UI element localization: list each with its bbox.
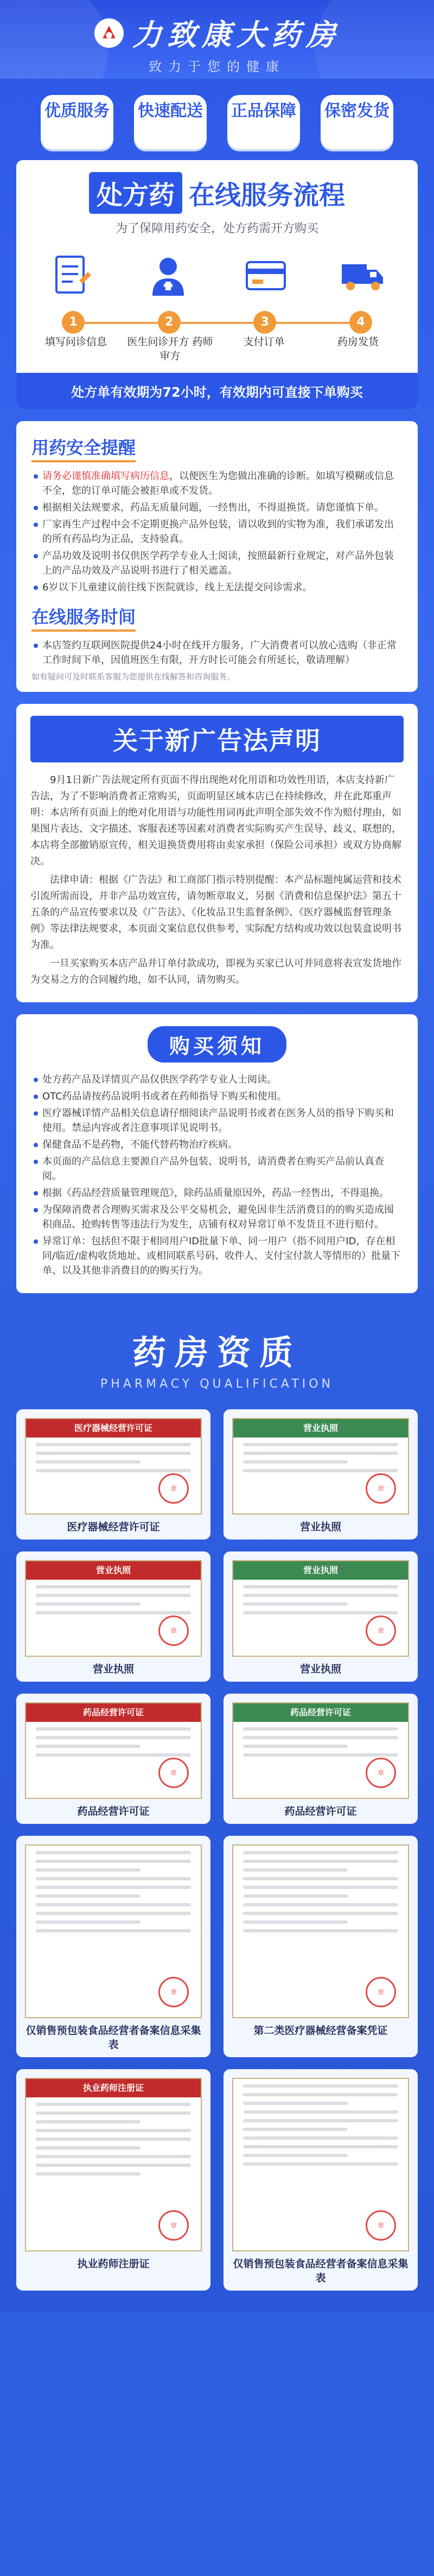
seal-icon: 章 [366, 1473, 396, 1504]
contact-note: 如有疑问可及时联系客服为您提供在线解答和咨询服务。 [31, 672, 235, 682]
purchase-notice-card [16, 1014, 418, 1293]
certificate-image: 医疗器械经营许可证 章 [25, 1418, 202, 1515]
step-progress-line [52, 311, 382, 335]
notice-item: 为保障消费者合理购买需求及公平交易机会，避免因非生活消费目的的购买造成囤积商品、抢购转售等违法行为发生，店铺有权对异常订单不发货且不进行赔付。 [31, 1203, 403, 1232]
brand [0, 12, 434, 75]
medication-safety-card [16, 421, 418, 692]
certificate-card[interactable] [16, 1694, 210, 1824]
certificate-label: 药品经营许可证 [77, 1805, 150, 1817]
step-number: 3 [253, 311, 276, 334]
certificate-card[interactable] [224, 1836, 418, 2057]
prescription-validity-note: 处方单有效期为72小时，有效期内可直接下单购买 [16, 373, 418, 409]
certificate-image [232, 2078, 409, 2251]
safety-list [31, 469, 403, 595]
certificate-label: 执业药师注册证 [77, 2258, 150, 2270]
service-time-title: 在线服务时间 [31, 603, 136, 632]
seal-icon: 章 [158, 2210, 189, 2241]
certificate-image: 营业执照 章 [232, 1560, 409, 1657]
certificate-card[interactable] [16, 1551, 210, 1682]
certificate-card[interactable] [224, 2069, 418, 2291]
slogan: 致力于您的健康 [149, 59, 285, 74]
process-subtitle: 为了保障用药安全，处方药需开方购买 [115, 222, 318, 236]
certificate-card[interactable] [16, 2069, 210, 2291]
pharmacy-logo-icon [93, 17, 125, 49]
notice-item: 处方药产品及详情页产品仅供医学药学专业人士阅读。 [31, 1072, 403, 1087]
safety-item: 厂家再生产过程中会不定期更换产品外包装，请以收到的实物为准，我们承诺发出的所有药品均为正品，支持验真。 [31, 517, 403, 546]
qualification-section [0, 1326, 434, 2312]
seal-icon: 章 [366, 1615, 396, 1646]
certificate-image: 营业执照 章 [25, 1560, 202, 1657]
step-number: 4 [349, 311, 372, 334]
seal-icon: 章 [366, 1758, 396, 1788]
process-title-rest: 在线服务流程 [189, 180, 346, 211]
feature-quality-service: 优质服务 [41, 95, 113, 149]
step-label: 药房发货 [337, 336, 379, 348]
certificate-card[interactable] [224, 1551, 418, 1682]
certificate-label: 第二类医疗器械经营备案凭证 [253, 2025, 388, 2037]
notice-item: 医疗器械详情产品相关信息请仔细阅读产品说明书或者在医务人员的指导下购买和使用。禁忌内容或者注意事项详见说明书。 [31, 1106, 403, 1135]
certificate-image: 药品经营许可证 章 [232, 1702, 409, 1799]
ad-law-paragraph: 法律申请：根据《广告法》和工商部门指示特别提醒：本产品标题纯属运营和技术引流所需而设，并非产品功效宣传，请勿断章取义，另据《消费和信息保护法》第五十五条的产品宣传要求以及《广告法》、《化妆品卫生监督条例》、《医疗器械监督管理条例》等法律法规要求，本页面文案信息仅供参考，实际配方结构或功效以包装盒说明书为准。 [30, 874, 401, 951]
service-time-list [31, 638, 403, 667]
payment-icon [236, 246, 296, 306]
form-icon [41, 246, 101, 306]
safety-title: 用药安全提醒 [31, 434, 136, 462]
seal-icon: 章 [158, 1473, 189, 1504]
feature-genuine-guarantee: 正品保障 [227, 95, 300, 149]
seal-icon: 章 [158, 1758, 189, 1788]
hero-header [0, 0, 434, 79]
process-title [30, 172, 404, 214]
certificate-label: 营业执照 [92, 1663, 134, 1675]
safety-item: 根据相关法规要求，药品无质量问题，一经售出，不得退换货。请您谨慎下单。 [31, 500, 403, 515]
certificate-card[interactable] [224, 1409, 418, 1540]
notice-list [31, 1072, 403, 1278]
certificate-image: 药品经营许可证 章 [25, 1702, 202, 1799]
certificate-card[interactable] [16, 1409, 210, 1540]
service-time-item: 本店签约互联网医院提供24小时在线开方服务，广大消费者可以放心选购（非正常工作时间下单，因值班医生有限，开方时长可能会有所延长，敬请理解） [31, 638, 403, 667]
qualification-subtitle: PHARMACY QUALIFICATION [100, 1377, 334, 1391]
ad-law-paragraph: 9月1日新广告法规定所有页面不得出现绝对化用语和功效性用语，本店支持新广告法，为了不影响消费者正常购买，页面明显区域本店已在持续修改，并在此郑重声明：本店所有页面上的绝对化用语与功能性用词再此声明全部失效不作为赔付理由，如果图片表达、文字描述、客服表述等因素对消费者实际购买产生误导、歧义、联想的，本店将全部撤销原宣传，相关退换货费用将由卖家承担（保险公司承担）或双方协商解决。 [30, 774, 401, 867]
notice-item: OTC药品请按药品说明书或者在药师指导下购买和使用。 [31, 1089, 403, 1104]
certificate-label: 药品经营许可证 [284, 1805, 357, 1817]
step-labels [30, 335, 404, 373]
notice-item: 异常订单：包括但不限于相同用户ID批量下单、同一用户（指不同用户ID，存在相同/临近/虚构收货地址、或相同联系号码、收件人、支付宝付款人等情形的）批量下单、以及其他非消费目的的购买行为。 [31, 1234, 403, 1278]
ad-law-title: 关于新广告法声明 [30, 716, 404, 762]
seal-icon: 章 [158, 1615, 189, 1646]
process-title-highlight: 处方药 [89, 172, 182, 214]
certificate-image: 执业药师注册证 章 [25, 2078, 202, 2251]
feature-list [0, 79, 434, 160]
step-label: 支付订单 [243, 336, 285, 348]
step-number: 2 [158, 311, 181, 334]
safety-item: 6岁以下儿童建议前往线下医院就诊，线上无法提交问诊需求。 [31, 580, 403, 595]
notice-item: 保健食品不是药物，不能代替药物治疗疾病。 [31, 1137, 403, 1152]
feature-fast-delivery: 快速配送 [134, 95, 207, 149]
prescription-process-card [16, 160, 418, 409]
certificate-label: 仅销售预包装食品经营者备案信息采集表 [233, 2258, 409, 2284]
step-icons [30, 246, 404, 306]
certificate-grid [16, 1409, 418, 2291]
certificate-label: 仅销售预包装食品经营者备案信息采集表 [25, 2025, 201, 2051]
qualification-title: 药房资质 [132, 1333, 302, 1372]
step-label: 填写问诊信息 [44, 336, 107, 348]
certificate-label: 营业执照 [299, 1521, 341, 1533]
brand-name: 力致康大药房 [132, 17, 341, 52]
certificate-card[interactable] [224, 1694, 418, 1824]
seal-icon: 章 [158, 1977, 189, 2007]
seal-icon: 章 [366, 2210, 396, 2241]
seal-icon: 章 [366, 1977, 396, 2007]
step-number: 1 [62, 311, 85, 334]
doctor-icon [138, 246, 198, 306]
notice-title: 购买须知 [31, 1026, 403, 1063]
step-label: 医生问诊开方 药师审方 [127, 336, 213, 362]
notice-item: 根据《药品经营质量管理规范》，除药品质量原因外，药品一经售出，不得退换。 [31, 1186, 403, 1200]
safety-item: 产品功效及说明书仅供医学药学专业人士阅读，按照最新行业规定，对产品外包装上的产品功效及产品说明书进行了相关遮盖。 [31, 549, 403, 578]
certificate-image: 营业执照 章 [232, 1418, 409, 1515]
feature-private-shipping: 保密发货 [321, 95, 393, 149]
certificate-label: 营业执照 [299, 1663, 341, 1675]
certificate-image [25, 1844, 202, 2018]
truck-icon [333, 246, 393, 306]
notice-item: 本页面的产品信息主要源自产品外包装、说明书，请消费者在购买产品前认真查阅。 [31, 1154, 403, 1184]
ad-law-statement-card [16, 704, 418, 1002]
certificate-card[interactable] [16, 1836, 210, 2057]
certificate-image [232, 1844, 409, 2018]
ad-law-paragraph: 一旦买家购买本店产品并订单付款成功，即视为买家已认可并同意将表宣发货地作为交易之方的合同履约地，如不认同，请勿购买。 [30, 958, 401, 985]
safety-item: 请务必谨慎准确填写病历信息，以便医生为您做出准确的诊断。如填写模糊或信息不全，您的订单可能会被拒单或不发货。 [31, 469, 403, 498]
certificate-label: 医疗器械经营许可证 [67, 1521, 160, 1533]
